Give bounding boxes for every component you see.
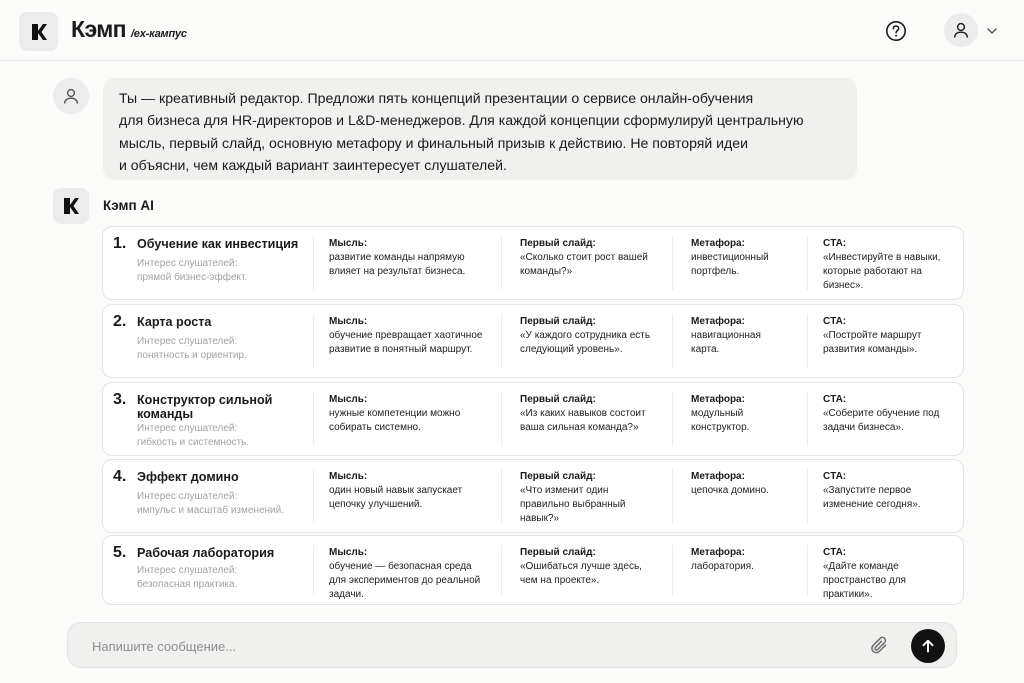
concept-card — [102, 535, 964, 605]
k-logo-icon — [62, 197, 80, 215]
top-bar — [0, 0, 1024, 61]
arrow-up-icon — [920, 638, 936, 654]
divider — [672, 469, 673, 523]
chevron-down-icon[interactable] — [985, 24, 999, 38]
concept-first-slide: Первый слайд: «Сколько стоит рост вашей команды?» — [520, 238, 648, 277]
concept-idea: Мысль: обучение превращает хаотичное развитие в понятный маршрут. — [329, 316, 483, 355]
divider — [807, 392, 808, 446]
user-message-bubble — [103, 78, 857, 180]
divider — [313, 236, 314, 290]
divider — [672, 545, 673, 595]
concept-cta: CTA: «Инвестируйте в навыки, которые работают на бизнес». — [823, 238, 941, 291]
user-avatar — [53, 78, 89, 114]
concept-first-slide: Первый слайд: «Что изменит один правильно выбранный навык?» — [520, 471, 626, 524]
message-composer — [67, 622, 957, 668]
concept-title: Карта роста — [137, 315, 212, 329]
concept-number: 3. — [113, 391, 127, 408]
divider — [501, 545, 502, 595]
concept-cta: CTA: «Постройте маршрут развития команды». — [823, 316, 922, 355]
divider — [807, 236, 808, 290]
divider — [672, 314, 673, 368]
concept-card — [102, 459, 964, 533]
user-message-line: и объясни, чем каждый вариант заинтересует слушателей. — [119, 157, 507, 174]
divider — [672, 392, 673, 446]
concept-idea: Мысль: развитие команды напрямую влияет на результат бизнеса. — [329, 238, 466, 277]
concept-cta: CTA: «Запустите первое изменение сегодня». — [823, 471, 921, 510]
divider — [501, 314, 502, 368]
concept-number: 5. — [113, 544, 127, 561]
concept-title: Эффект домино — [137, 470, 239, 484]
concept-cta: CTA: «Соберите обучение под задачи бизнеса». — [823, 394, 940, 433]
concept-interest: Интерес слушателей: гибкость и системность. — [137, 423, 250, 448]
assistant-avatar — [53, 188, 89, 224]
concept-first-slide: Первый слайд: «У каждого сотрудника есть следующий уровень». — [520, 316, 651, 355]
brand-name: Кэмп — [71, 16, 126, 42]
concept-card — [102, 226, 964, 300]
logo[interactable] — [19, 12, 58, 51]
concept-cta: CTA: «Дайте команде пространство для практики». — [823, 547, 906, 600]
send-button[interactable] — [911, 629, 945, 663]
concept-first-slide: Первый слайд: «Из каких навыков состоит ваша сильная команда?» — [520, 394, 646, 433]
concept-title: Рабочая лаборатория — [137, 546, 275, 560]
user-message-line: мысль, первый слайд, основную метафору и финальный призыв к действию. Не повторяй идеи — [119, 134, 748, 151]
message-input[interactable] — [92, 635, 812, 657]
concept-idea: Мысль: один новый навык запускает цепочку улучшений. — [329, 471, 463, 510]
concept-number: 4. — [113, 468, 127, 485]
divider — [501, 469, 502, 523]
assistant-name: Кэмп AI — [103, 198, 154, 213]
divider — [807, 314, 808, 368]
concept-idea: Мысль: нужные компетенции можно собирать системно. — [329, 394, 461, 433]
concept-metaphor: Метафора: модульный конструктор. — [691, 394, 750, 433]
concept-interest: Интерес слушателей: безопасная практика. — [137, 565, 238, 590]
user-icon — [952, 21, 970, 39]
concept-title: Конструктор сильной команды — [137, 393, 273, 421]
concept-first-slide: Первый слайд: «Ошибаться лучше здесь, чем на проекте». — [520, 547, 642, 586]
user-message-line: для бизнеса для HR-директоров и L&D-менеджеров. Для каждой концепции сформулируй центральную — [119, 112, 804, 129]
divider — [807, 469, 808, 523]
question-circle-icon — [885, 20, 907, 42]
account-avatar-button[interactable] — [944, 13, 978, 47]
brand-suffix: /ex-кампус — [130, 28, 187, 40]
divider — [313, 469, 314, 523]
user-icon — [62, 87, 80, 105]
divider — [501, 236, 502, 290]
concept-metaphor: Метафора: навигационная карта. — [691, 316, 761, 355]
divider — [313, 314, 314, 368]
concept-card — [102, 382, 964, 456]
brand — [71, 16, 187, 46]
divider — [313, 545, 314, 595]
concept-card — [102, 304, 964, 378]
concept-metaphor: Метафора: цепочка домино. — [691, 471, 769, 496]
concept-title: Обучение как инвестиция — [137, 237, 299, 251]
concept-interest: Интерес слушателей: понятность и ориентир. — [137, 336, 247, 361]
concept-interest: Интерес слушателей: прямой бизнес-эффект. — [137, 258, 248, 283]
divider — [501, 392, 502, 446]
concept-metaphor: Метафора: лаборатория. — [691, 547, 754, 572]
concept-idea: Мысль: обучение — безопасная среда для экспериментов до реальной задачи. — [329, 547, 481, 600]
user-message-line: Ты — креативный редактор. Предложи пять концепций презентации о сервисе онлайн-обучения — [119, 90, 754, 106]
concept-number: 2. — [113, 313, 127, 330]
paperclip-icon[interactable] — [868, 634, 892, 658]
divider — [672, 236, 673, 290]
concept-interest: Интерес слушателей: импульс и масштаб изменений. — [137, 491, 285, 516]
divider — [313, 392, 314, 446]
help-button[interactable] — [884, 19, 908, 43]
k-logo-icon — [30, 23, 48, 41]
concept-number: 1. — [113, 235, 127, 252]
divider — [807, 545, 808, 595]
concept-metaphor: Метафора: инвестиционный портфель. — [691, 238, 769, 277]
